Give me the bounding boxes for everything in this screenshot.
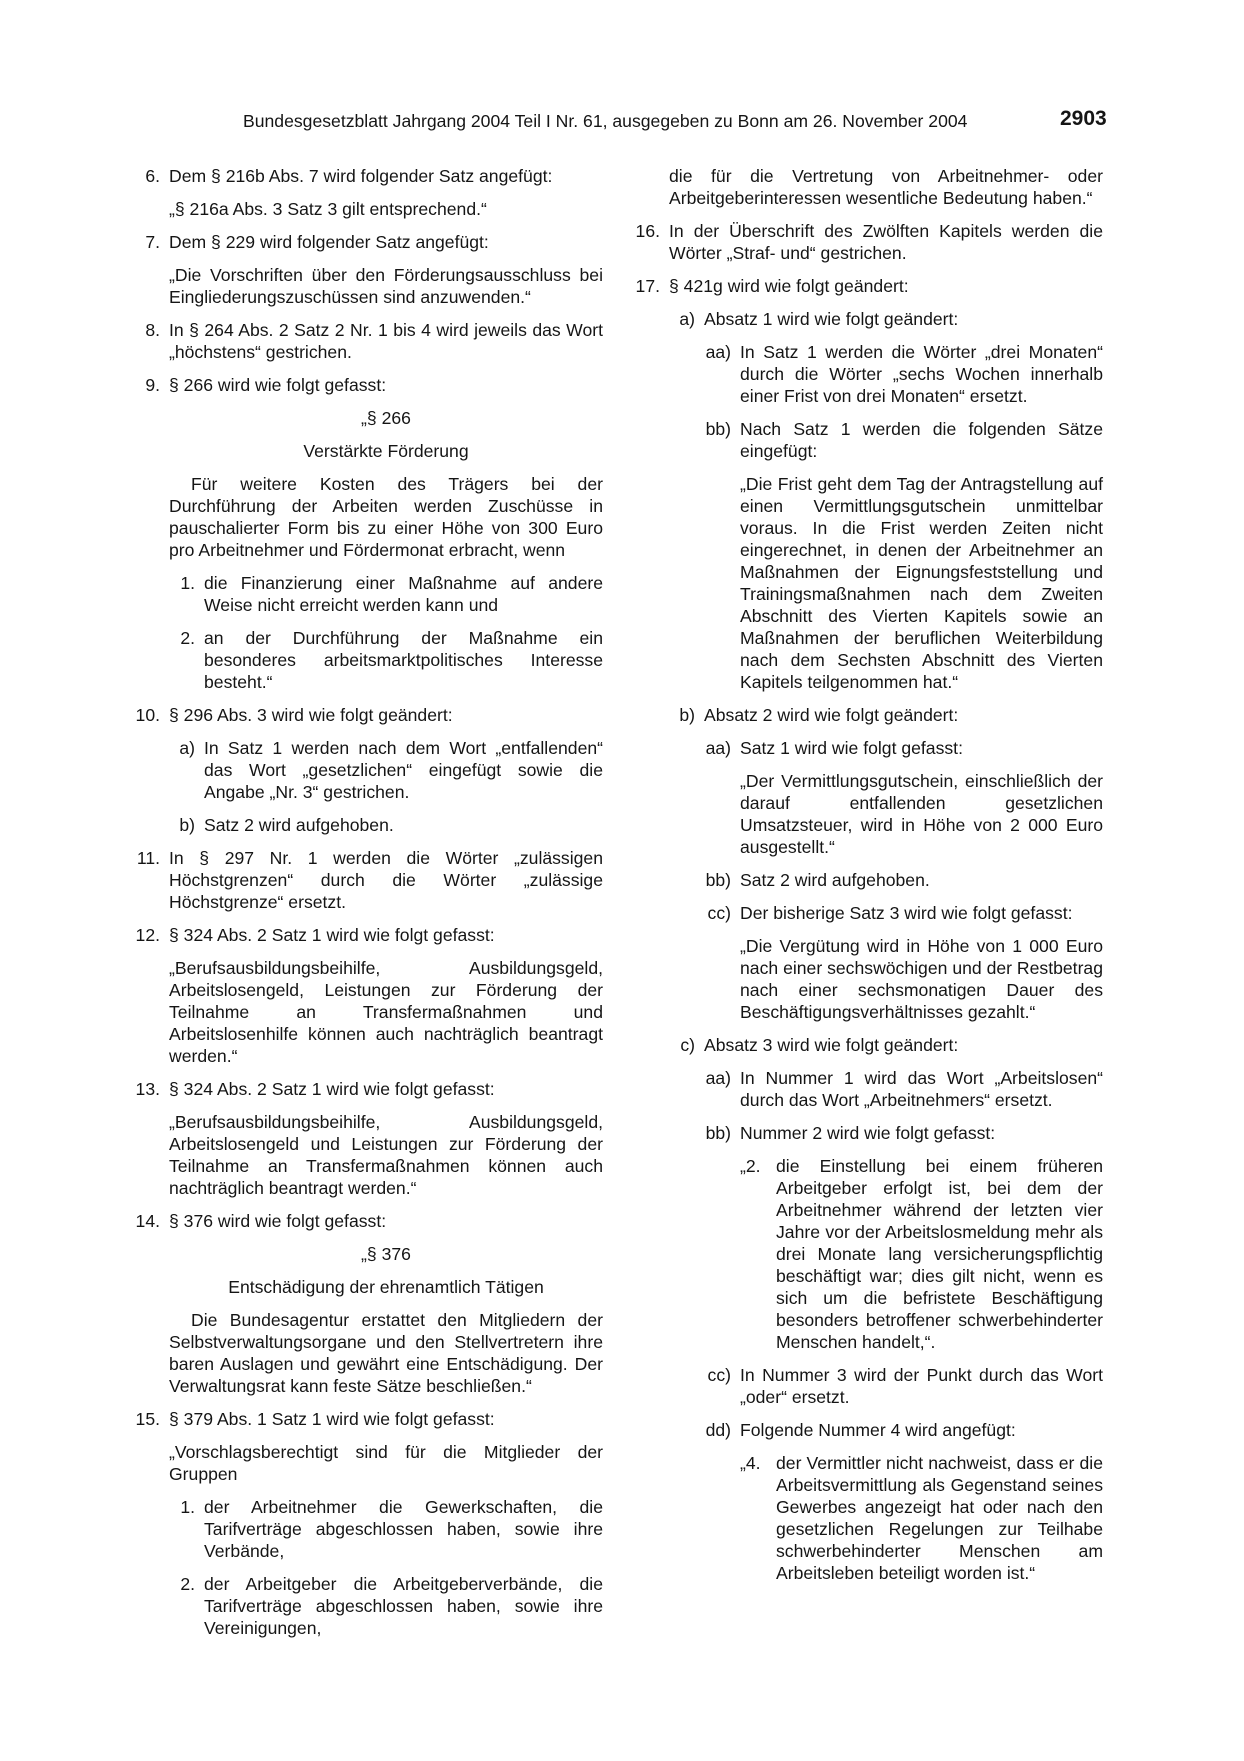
page-header: Bundesgesetzblatt Jahrgang 2004 Teil I Nr. 61, ausgegeben zu Bonn am 26. November 2004	[243, 111, 968, 131]
quote: „Vorschlagsberechtigt sind für die Mitglieder der Gruppen	[169, 1442, 603, 1484]
list-item	[169, 627, 603, 693]
item-11	[125, 847, 603, 913]
sub-item-text: Satz 2 wird aufgehoben.	[204, 815, 394, 835]
sub-sub-item	[704, 1122, 1103, 1144]
quote: „Berufsausbildungsbeihilfe, Ausbildungsgeld, Arbeitslosengeld und Leistungen zur Förderung der Teilnahme an Transfermaßnahmen können auch nachträglich beantragt werden.“	[169, 1112, 603, 1198]
item-13	[125, 1078, 603, 1100]
sub-sub-item-text: Folgende Nummer 4 wird angefügt:	[740, 1420, 1016, 1440]
item-number: 6.	[145, 166, 160, 186]
quote: „Die Frist geht dem Tag der Antragstellung auf einen Vermittlungsgutschein unmittelbar voraus. In die Frist werden Zeiten nicht eingerechnet, in denen der Arbeitnehmer an Maßnahmen der Eignungsfeststellung und Trainingsmaßnahmen nach dem Zweiten Abschnitt des Vierten Kapitels sowie an Maßnahmen der beruflichen Weiterbildung nach dem Sechsten Abschnitt des Vierten Kapitels teilgenommen hat.“	[740, 474, 1103, 692]
item-text: In § 264 Abs. 2 Satz 2 Nr. 1 bis 4 wird jeweils das Wort „höchstens“ gestrichen.	[169, 320, 603, 362]
sub-sub-item-letter: aa)	[705, 342, 731, 362]
sub-sub-item-letter: cc)	[707, 903, 731, 923]
item-number: 13.	[135, 1079, 160, 1099]
sub-sub-item-text: Nummer 2 wird wie folgt gefasst:	[740, 1123, 996, 1143]
item-12	[125, 924, 603, 946]
list-item	[169, 1496, 603, 1562]
quoted-number-item	[740, 1155, 1103, 1353]
list-number: 2.	[180, 1574, 195, 1594]
section-heading: Verstärkte Förderung	[303, 441, 469, 461]
list-item	[169, 1573, 603, 1639]
item-number: 10.	[135, 705, 160, 725]
quoted-number: „2.	[740, 1156, 761, 1176]
item-number: 9.	[145, 375, 160, 395]
list-number: 1.	[180, 1497, 195, 1517]
sub-item-text: In Satz 1 werden nach dem Wort „entfallenden“ das Wort „gesetzlichen“ eingefügt sowie die Angabe „Nr. 3“ gestrichen.	[204, 738, 603, 802]
item-number: 12.	[135, 925, 160, 945]
quote: „Die Vorschriften über den Förderungsausschluss bei Eingliederungszuschüssen sind anzuwenden.“	[169, 265, 603, 307]
quote: „§ 216a Abs. 3 Satz 3 gilt entsprechend.“	[169, 199, 487, 219]
sub-sub-item	[704, 418, 1103, 462]
item-17	[625, 275, 1103, 297]
sub-sub-item-text: In Nummer 3 wird der Punkt durch das Wort „oder“ ersetzt.	[740, 1365, 1103, 1407]
list-number: 1.	[180, 573, 195, 593]
sub-item-text: Absatz 2 wird wie folgt geändert:	[704, 705, 959, 725]
quoted-number-text: der Vermittler nicht nachweist, dass er die Arbeitsvermittlung als Gegenstand seines Gewerbes angezeigt hat oder nach den gesetzlichen Regelungen zur Teilhabe schwerbehinderter Menschen am Arbeitsleben beteiligt worden ist.“	[776, 1453, 1103, 1583]
sub-sub-item-letter: cc)	[707, 1365, 731, 1385]
list-item	[169, 572, 603, 616]
right-column	[625, 165, 1103, 1595]
sub-sub-item-text: Satz 2 wird aufgehoben.	[740, 870, 930, 890]
section-number: „§ 376	[361, 1244, 411, 1264]
item-text: In § 297 Nr. 1 werden die Wörter „zulässigen Höchstgrenzen“ durch die Wörter „zulässige Höchstgrenze“ ersetzt.	[169, 848, 603, 912]
sub-item	[169, 737, 603, 803]
sub-sub-item	[704, 1364, 1103, 1408]
item-text: § 266 wird wie folgt gefasst:	[169, 375, 387, 395]
page-number: 2903	[1060, 107, 1107, 130]
sub-sub-item-letter: dd)	[705, 1420, 731, 1440]
quote: „Berufsausbildungsbeihilfe, Ausbildungsgeld, Arbeitslosengeld, Leistungen zur Förderung der Teilnahme an Transfermaßnahmen und Arbeitslosenhilfe können auch nachträglich beantragt werden.“	[169, 958, 603, 1066]
item-text: § 421g wird wie folgt geändert:	[669, 276, 909, 296]
left-column	[125, 165, 603, 1650]
sub-item-letter: a)	[679, 309, 695, 329]
section-body: Für weitere Kosten des Trägers bei der Durchführung der Arbeiten werden Zuschüsse in pauschalierter Form bis zu einer Höhe von 300 Euro pro Arbeitnehmer und Fördermonat erbracht, wenn	[169, 474, 603, 560]
item-text: § 379 Abs. 1 Satz 1 wird wie folgt gefasst:	[169, 1409, 495, 1429]
list-text: die Finanzierung einer Maßnahme auf andere Weise nicht erreicht werden kann und	[204, 573, 603, 615]
quoted-number-item	[740, 1452, 1103, 1584]
item-text: § 324 Abs. 2 Satz 1 wird wie folgt gefasst:	[169, 1079, 495, 1099]
item-9	[125, 374, 603, 396]
item-text: § 324 Abs. 2 Satz 1 wird wie folgt gefasst:	[169, 925, 495, 945]
sub-item-a	[669, 308, 1103, 330]
item-14	[125, 1210, 603, 1232]
section-number: „§ 266	[361, 408, 411, 428]
sub-item-letter: a)	[179, 738, 195, 758]
sub-item	[169, 814, 603, 836]
continued-text: die für die Vertretung von Arbeitnehmer- oder Arbeitgeberinteressen wesentliche Bedeutung haben.“	[669, 166, 1103, 208]
item-16	[625, 220, 1103, 264]
sub-sub-item-text: Nach Satz 1 werden die folgenden Sätze eingefügt:	[740, 419, 1103, 461]
item-number: 11.	[136, 848, 160, 868]
quote: „Die Vergütung wird in Höhe von 1 000 Euro nach einer sechswöchigen und der Restbetrag nach einer sechsmonatigen Dauer des Beschäftigungsverhältnisses gezahlt.“	[740, 936, 1103, 1022]
quoted-number: „4.	[740, 1453, 761, 1473]
list-text: der Arbeitgeber die Arbeitgeberverbände, die Tarifverträge abgeschlossen haben, sowie ihre Vereinigungen,	[204, 1574, 603, 1638]
sub-sub-item	[704, 1419, 1103, 1441]
list-number: 2.	[180, 628, 195, 648]
item-7	[125, 231, 603, 253]
sub-sub-item-letter: aa)	[705, 738, 731, 758]
item-number: 7.	[145, 232, 160, 252]
sub-sub-item-text: In Satz 1 werden die Wörter „drei Monaten“ durch die Wörter „sechs Wochen innerhalb einer Frist von drei Monaten“ ersetzt.	[740, 342, 1103, 406]
sub-item-letter: b)	[679, 705, 695, 725]
sub-sub-item-letter: bb)	[705, 1123, 731, 1143]
item-number: 15.	[135, 1409, 160, 1429]
item-text: § 296 Abs. 3 wird wie folgt geändert:	[169, 705, 453, 725]
item-text: Dem § 229 wird folgender Satz angefügt:	[169, 232, 489, 252]
sub-sub-item	[704, 737, 1103, 759]
sub-sub-item	[704, 902, 1103, 924]
sub-item-letter: b)	[179, 815, 195, 835]
item-6	[125, 165, 603, 187]
sub-item-b	[669, 704, 1103, 726]
list-text: der Arbeitnehmer die Gewerkschaften, die Tarifverträge abgeschlossen haben, sowie ihre Verbände,	[204, 1497, 603, 1561]
item-number: 14.	[135, 1211, 160, 1231]
sub-sub-item	[704, 869, 1103, 891]
sub-item-text: Absatz 3 wird wie folgt geändert:	[704, 1035, 959, 1055]
sub-sub-item-letter: bb)	[705, 870, 731, 890]
sub-sub-item	[704, 1067, 1103, 1111]
sub-item-c	[669, 1034, 1103, 1056]
item-text: Dem § 216b Abs. 7 wird folgender Satz angefügt:	[169, 166, 553, 186]
quoted-number-text: die Einstellung bei einem früheren Arbeitgeber erfolgt ist, bei dem der Arbeitnehmer während der letzten vier Jahre vor der Arbeitslosmeldung mehr als drei Monate lang versicherungspflichtig beschäftigt war; dies gilt nicht, wenn es sich um die befristete Beschäftigung besonders betroffener schwerbehinderter Menschen handelt,“.	[776, 1156, 1103, 1352]
item-8	[125, 319, 603, 363]
item-number: 17.	[635, 276, 660, 296]
list-text: an der Durchführung der Maßnahme ein besonderes arbeitsmarktpolitisches Interesse besteht.“	[204, 628, 603, 692]
sub-sub-item-text: Der bisherige Satz 3 wird wie folgt gefasst:	[740, 903, 1073, 923]
sub-item-text: Absatz 1 wird wie folgt geändert:	[704, 309, 959, 329]
quote: „Der Vermittlungsgutschein, einschließlich der darauf entfallenden gesetzlichen Umsatzsteuer, wird in Höhe von 2 000 Euro ausgestellt.“	[740, 771, 1103, 857]
sub-sub-item-letter: aa)	[705, 1068, 731, 1088]
item-10	[125, 704, 603, 726]
sub-sub-item-letter: bb)	[705, 419, 731, 439]
sub-item-letter: c)	[680, 1035, 695, 1055]
sub-sub-item	[704, 341, 1103, 407]
item-number: 16.	[635, 221, 660, 241]
item-number: 8.	[145, 320, 160, 340]
item-text: § 376 wird wie folgt gefasst:	[169, 1211, 387, 1231]
section-heading: Entschädigung der ehrenamtlich Tätigen	[228, 1277, 544, 1297]
item-15	[125, 1408, 603, 1430]
sub-sub-item-text: Satz 1 wird wie folgt gefasst:	[740, 738, 963, 758]
section-body: Die Bundesagentur erstattet den Mitgliedern der Selbstverwaltungsorgane und den Stellvertretern ihre baren Auslagen und gewährt eine Entschädigung. Der Verwaltungsrat kann feste Sätze beschließen.“	[169, 1310, 603, 1396]
item-text: In der Überschrift des Zwölften Kapitels werden die Wörter „Straf- und“ gestrichen.	[669, 221, 1103, 263]
sub-sub-item-text: In Nummer 1 wird das Wort „Arbeitslosen“ durch das Wort „Arbeitnehmers“ ersetzt.	[740, 1068, 1103, 1110]
